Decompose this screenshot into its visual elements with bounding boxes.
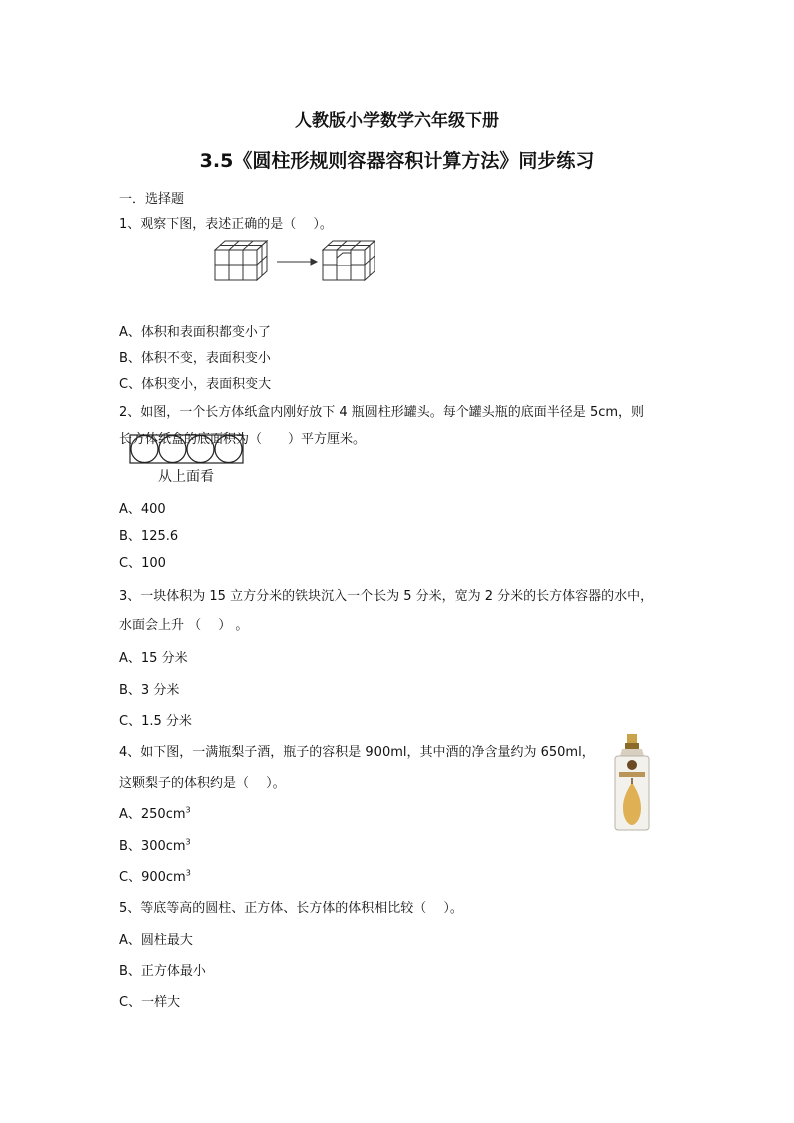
question-4-option-a: A、$250cm^3$ [119,805,191,822]
question-2-option-c: C、100 [119,556,166,571]
question-1-stem: 1、观察下图，表述正确的是（ ）。 [119,217,333,232]
question-2-option-b: B、125.6 [119,529,179,544]
question-3-stem-line1: 3、一块体积为 15 立方分米的铁块沉入一个长为 5 分米，宽为 2 分米的长方体容器的水中， [119,589,654,604]
question-2-option-a: A、400 [119,502,166,517]
question-2-stem-line2: 长方体纸盒的底面积为（ ）平方厘米。 [119,432,367,447]
question-4-option-b: B、$300cm^3$ [119,837,191,854]
cube-transformation-figure [213,238,375,284]
question-5-option-a: A、圆柱最大 [119,933,193,948]
document-subtitle: 3.5《圆柱形规则容器容积计算方法》同步练习 [199,150,595,172]
figure-caption: 从上面看 [158,469,214,485]
question-2-stem-line1: 2、如图，一个长方体纸盒内刚好放下 4 瓶圆柱形罐头。每个罐头瓶的底面半径是 5cm，则 [119,405,645,420]
question-4-option-c: C、$900cm^3$ [119,868,191,885]
question-3-option-c: C、1.5 分米 [119,714,192,729]
question-3-option-a: A、15 分米 [119,651,188,666]
question-5-option-c: C、一样大 [119,995,181,1010]
question-4-stem-line1: 4、如下图，一满瓶梨子酒，瓶子的容积是 900ml，其中酒的净含量约为 650ml， [119,745,595,760]
question-5-option-b: B、正方体最小 [119,964,206,979]
question-5-stem: 5、等底等高的圆柱、正方体、长方体的体积相比较（ ）。 [119,901,463,916]
pear-wine-bottle-image [610,734,654,834]
question-3-option-b: B、3 分米 [119,683,180,698]
question-1-option-a: A、体积和表面积都变小了 [119,325,271,340]
question-3-stem-line2: 水面会上升 （ ） 。 [119,618,249,633]
cans-top-view-figure [129,432,245,466]
question-1-option-b: B、体积不变，表面积变小 [119,351,271,366]
section-heading: 一．选择题 [119,192,185,207]
document-title: 人教版小学数学六年级下册 [295,111,499,131]
question-1-option-c: C、体积变小，表面积变大 [119,377,272,392]
question-4-stem-line2: 这颗梨子的体积约是（ ）。 [119,776,286,791]
